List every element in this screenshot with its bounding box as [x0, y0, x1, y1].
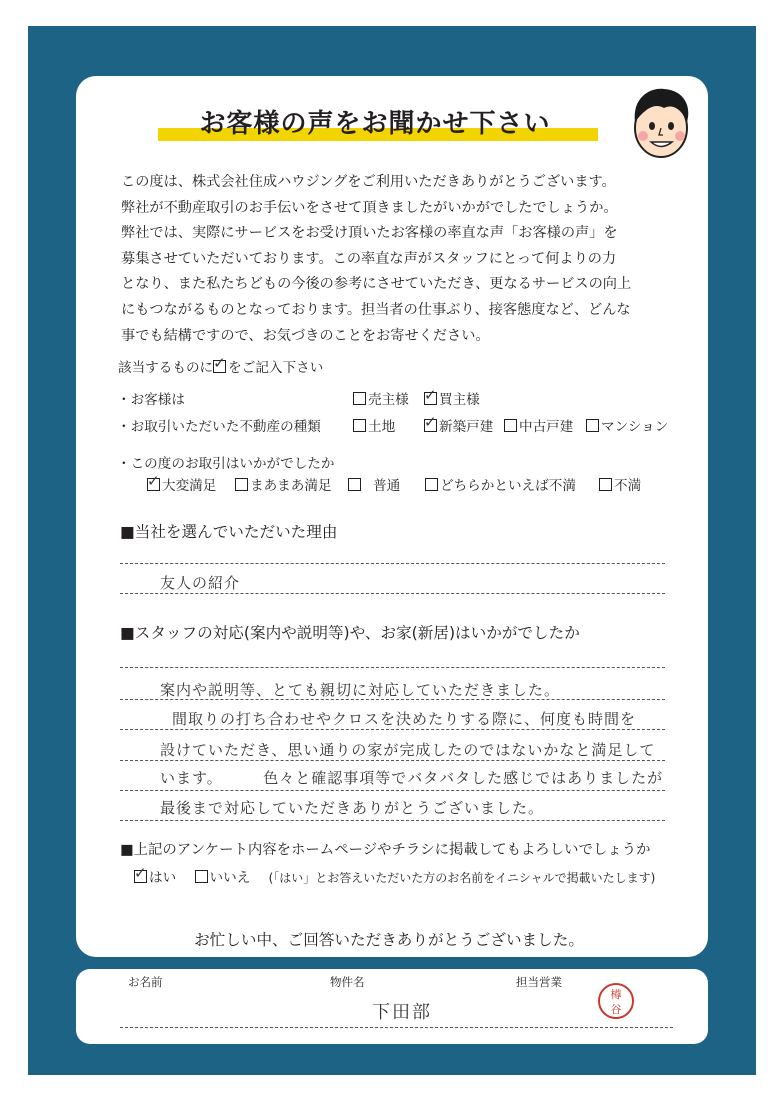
checkbox-new-house[interactable] — [424, 419, 437, 432]
label-land: 土地 — [368, 419, 396, 435]
name-label: お名前 — [128, 975, 163, 989]
consent-note: (「はい」とお答えいただいた方のお名前をイニシャルで掲載いたします) — [268, 871, 656, 885]
option-new-house[interactable] — [424, 415, 493, 435]
answer-line — [120, 760, 665, 761]
consent-no-checkbox[interactable] — [195, 870, 208, 883]
footer-line — [120, 1027, 673, 1028]
label-dissatisfied: 不満 — [614, 478, 642, 494]
label-buyer: 買主様 — [439, 392, 480, 408]
staff-answer-line[interactable]: います。 色々と確認事項等でバタバタした感じではありましたが — [160, 769, 664, 787]
staff-question: ■スタッフの対応(案内や説明等)や、お家(新居)はいかがでしたか — [120, 624, 580, 642]
checkbox-seller[interactable] — [353, 392, 366, 405]
answer-line — [120, 729, 665, 730]
consent-yes-option[interactable] — [134, 870, 176, 886]
option-used-house[interactable] — [504, 415, 573, 435]
answer-line — [120, 790, 665, 791]
checkbox-used-house[interactable] — [504, 419, 517, 432]
option-seller[interactable] — [353, 388, 409, 408]
reason-question: ■当社を選んでいただいた理由 — [120, 523, 338, 541]
staff-answer-line[interactable]: 最後まで対応していただきありがとうございました。 — [160, 799, 545, 817]
consent-question: ■上記のアンケート内容をホームページやチラシに掲載してもよろしいでしょうか — [120, 842, 651, 858]
intro-text: この度は、株式会社住成ハウジングをご利用いただきありがとうございます。 弊社が不動産取引のお手伝いをさせて頂きましたがいかがでしたでしょうか。 弊社では、実際にサービスをお受け頂いたお客様の率直な声「お客様の声」を 募集させていただいております。この率直な声がスタッフにとって何よりの力 となり、また私たちどもの今後の参考にさせていただき、更なるサービスの向上 にもつながるものとなっております。担当者の仕事ぶり、接客態度など、どんな 事でも結構ですので、お気づきのことをお寄せください。 — [121, 174, 632, 344]
answer-line — [120, 563, 665, 564]
checkbox-land[interactable] — [353, 419, 366, 432]
staff-answer-line[interactable]: 設けていただき、思い通りの家が完成したのではないかなと満足して — [160, 741, 656, 759]
label-mansion: マンション — [601, 419, 669, 435]
page-title: お客様の声をお聞かせ下さい — [199, 109, 551, 139]
customer-type-label: ・お客様は — [117, 392, 185, 408]
satisfaction-label: ・この度のお取引はいかがでしたか — [117, 456, 335, 472]
option-mansion[interactable] — [586, 415, 668, 435]
label-somewhat-dissatisfied: どちらかといえば不満 — [440, 478, 576, 494]
consent-no-option[interactable] — [195, 870, 251, 886]
checkbox-very-satisfied[interactable] — [147, 478, 160, 491]
property-name-value[interactable]: 下田部 — [372, 1002, 432, 1023]
title-block — [150, 103, 600, 147]
staff-answer-line[interactable]: 間取りの打ち合わせやクロスを決めたりする際に、何度も時間を — [172, 710, 637, 728]
checklist-heading-before: 該当するものに — [118, 360, 214, 376]
checkbox-somewhat-dissatisfied[interactable] — [425, 478, 438, 491]
staff-seal-stamp: 樽 谷 — [598, 983, 634, 1019]
answer-line — [120, 699, 665, 700]
thanks-message: お忙しい中、ご回答いただきありがとうございました。 — [194, 931, 584, 949]
reason-answer[interactable]: 友人の紹介 — [160, 574, 241, 592]
option-dissatisfied[interactable] — [599, 474, 641, 494]
check-sample-box — [213, 360, 226, 373]
answer-line — [120, 593, 665, 594]
option-very-satisfied[interactable] — [147, 474, 216, 494]
option-neutral[interactable] — [348, 474, 400, 494]
label-used-house: 中古戸建 — [519, 419, 574, 435]
consent-no-label: いいえ — [209, 870, 251, 886]
checkbox-mansion[interactable] — [586, 419, 599, 432]
consent-yes-checkbox[interactable] — [134, 870, 147, 883]
option-fairly-satisfied[interactable] — [235, 474, 332, 494]
label-neutral: 普通 — [373, 478, 401, 494]
label-seller: 売主様 — [368, 392, 409, 408]
checklist-heading — [118, 356, 323, 376]
consent-options — [134, 866, 655, 886]
staff-answer-line[interactable]: 案内や説明等、とても親切に対応していただきました。 — [160, 681, 561, 699]
option-land[interactable] — [353, 415, 395, 435]
mascot-face-icon — [626, 84, 696, 160]
answer-line — [120, 667, 665, 668]
checkbox-fairly-satisfied[interactable] — [235, 478, 248, 491]
property-label: 物件名 — [330, 975, 365, 989]
option-buyer[interactable] — [424, 388, 480, 408]
answer-line — [120, 820, 665, 821]
staff-label: 担当営業 — [516, 975, 562, 989]
label-fairly-satisfied: まあまあ満足 — [250, 478, 332, 494]
checkbox-buyer[interactable] — [424, 392, 437, 405]
consent-yes-label: はい — [149, 870, 177, 886]
label-new-house: 新築戸建 — [439, 419, 494, 435]
property-type-label: ・お取引いただいた不動産の種類 — [117, 419, 321, 435]
checkbox-neutral[interactable] — [348, 478, 361, 491]
option-somewhat-dissatisfied[interactable] — [425, 474, 576, 494]
label-very-satisfied: 大変満足 — [162, 478, 217, 494]
checklist-heading-after: をご記入下さい — [228, 360, 324, 376]
checkbox-dissatisfied[interactable] — [599, 478, 612, 491]
